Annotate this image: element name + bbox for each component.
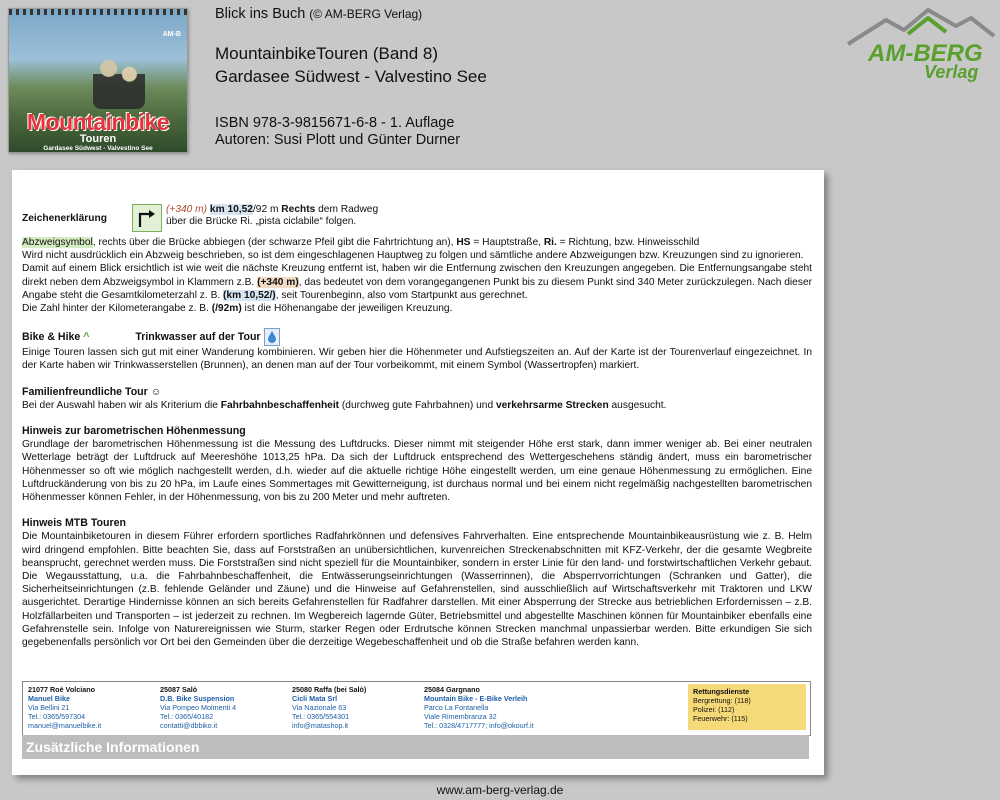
header-copyright: (© AM-BERG Verlag)	[309, 7, 423, 21]
height-example: (/92m)	[211, 303, 242, 315]
bike-hike-title: Bike & Hike	[22, 331, 81, 344]
header-title-main: Blick ins Buch	[215, 6, 306, 22]
shop-city: 21077 Roè Volciano	[28, 685, 95, 694]
text: , rechts über die Brücke abbiegen (der schwarze Pfeil gibt die Fahrtrichtung an),	[92, 237, 457, 248]
text: HS	[456, 237, 471, 248]
shop-tel: Tel.: 0365/554301	[292, 712, 350, 721]
legend-km: km 10,52	[209, 204, 253, 215]
rescue-services-box	[688, 684, 806, 730]
rescue-mountain: Bergrettung: (118)	[693, 696, 751, 705]
legend-rest: dem Radweg	[315, 204, 379, 215]
legend-line2: über die Brücke Ri. „pista ciclabile“ folgen.	[166, 216, 357, 227]
shop-name: D.B. Bike Suspension	[160, 694, 235, 703]
legend-direction: Rechts	[281, 204, 316, 215]
legend-title: Zeichenerklärung	[22, 213, 107, 224]
text: Damit auf einem Blick ersichtlich ist wie weit die nächste Kreuzung entfernt ist, haben wir die Entfernung zwischen den Kreuzungen angegeben. Die Entfernungsangabe steht direkt neben dem Abzweigsymbol in Klammern z.B.	[22, 263, 812, 288]
km-example: (km 10,52/)	[223, 289, 276, 301]
legend-section	[22, 206, 812, 236]
abzweig-paragraph	[22, 236, 812, 315]
text: Ri.	[543, 237, 557, 248]
additional-info-bar: Zusätzliche Informationen	[22, 735, 809, 759]
shop-entry	[28, 685, 101, 730]
legend-example	[166, 204, 378, 228]
mtb-text: Die Mountainbiketouren in diesem Führer erfordern sportliches Radfahrkönnen und defensives Fahrverhalten. Eine entsprechende Mountainbikeausrüstung wie z. B. Helm wird dringend empfohlen. Bitte beachten Sie, dass auf Forststraßen an unübersichtlichen, kurvenreichen Streckenabschnitten mit KFZ-Verkehr, der die gesamte Wegbreite beansprucht, gerechnet werden muss. Die Forststraßen sind nicht speziell für die Mountainbiker, sondern in erster Linie für den land- und forstwirtschaftlichen Verkehr gebaut. Die Wegausstattung, u.a. die Fahrbahnbeschaffenheit, die Entwässerungseinrichtungen (Wasserrinnen), die Absperrvorrichtungen (Schranken und Gatter), die Sicherheitseinrichtungen (z.B. fehlende Geländer und Zäune) und die Hinweise auf Gefahrenstellen, sind ausschließlich auf Wirtschaftsverkehr mit Traktoren und LKW ausgerichtet. Derartige Hindernisse können an sich bereits Gefahrenstellen für Radfahrer darstellen. Mit einer Absperrung der Strecke aus betrieblichen Erfordernissen – z.B. Holzfällarbeiten und Transporten – ist jederzeit zu rechnen. Im Wegbereich lagernde Güter, Betriebsmittel und abgestellte Maschinen können für Mountainbiker ebenfalls eine Gefahrenstelle sein. Infolge von Naturereignissen wie Sturm, starker Regen oder Erdrutsche können Strecken manchmal unpassierbar werden. Bitte erkundigen Sie sich gegebenenfalls persönlich vor Ort bei den Gemeinden über die derzeitige Wegebeschaffenheit und ob die Straße befahren werden kann.	[22, 531, 812, 649]
baro-heading: Hinweis zur barometrischen Höhenmessung	[22, 425, 246, 438]
rescue-fire: Feuerwehr: (115)	[693, 714, 748, 723]
text: Bei der Auswahl haben wir als Kriterium die	[22, 399, 221, 411]
cover-photo-bikers	[93, 51, 145, 109]
shop-city: 25084 Gargnano	[424, 685, 480, 694]
shop-street: Via Bellini 21	[28, 703, 70, 712]
book-title: MountainbikeTouren (Band 8)	[215, 44, 439, 63]
text: ausgesucht.	[608, 399, 667, 411]
contacts-box	[22, 681, 811, 736]
shop-entry	[160, 685, 236, 730]
book-isbn: ISBN 978-3-9815671-6-8 - 1. Auflage	[215, 115, 455, 131]
shop-mail[interactable]: manuel@manuelbike.it	[28, 721, 102, 730]
cover-publisher-logo: AM-B	[162, 31, 181, 38]
text: , seit Tourenbeginn, also vom Startpunkt aus gerechnet.	[275, 289, 528, 301]
shop-entry	[424, 685, 534, 730]
bike-hike-text: Einige Touren lassen sich gut mit einer Wanderung kombinieren. Wir geben hier die Höhenmeter und Aufstiegszeiten an. Auf der Karte ist der Tourenverlauf eingezeichnet. In der Karte haben wir Trinkwasserstellen (Brunnen), an denen man auf der Tour vorbeikommt, mit einem Symbol (Wassertropfen) markiert.	[22, 347, 812, 372]
publisher-url[interactable]: www.am-berg-verlag.de	[436, 783, 564, 797]
bike-hike-heading	[22, 328, 812, 346]
book-subtitle: Gardasee Südwest - Valvestino See	[215, 67, 487, 86]
family-heading: Familienfreundliche Tour ☺	[22, 385, 162, 398]
shop-mail[interactable]: Tel.: 0328/4717777; info@okourf.it	[424, 721, 534, 730]
book-page	[12, 170, 824, 775]
shop-street: Via Nazionale 63	[292, 703, 347, 712]
distance-example: (+340 m)	[257, 276, 299, 288]
legend-height: /92	[252, 204, 268, 215]
cover-title: Mountainbike	[26, 109, 170, 135]
abzweigsymbol-term: Abzweigsymbol	[22, 237, 93, 248]
mtb-heading: Hinweis MTB Touren	[22, 517, 126, 530]
text: (durchweg gute Fahrbahnen) und	[339, 399, 496, 411]
am-berg-logo[interactable]	[846, 6, 996, 86]
header-line1	[215, 6, 422, 22]
shop-mail[interactable]: contatti@dbbiko.it	[160, 721, 218, 730]
text: Fahrbahnbeschaffenheit	[220, 399, 340, 411]
logo-text-amberg: AM-BERG	[868, 40, 983, 67]
cover-region: Gardasee Südwest - Valvestino See	[43, 145, 153, 152]
baro-text: Grundlage der barometrischen Höhenmessung ist die Messung des Luftdrucks. Dieser nimmt mit steigender Höhe erst stark, dann immer weniger ab. Bei einer neutralen Wetterlage beträgt der Luftdruck auf Meereshöhe 1013,25 hPa. Da sich der Luftdruck entsprechend des Wettergeschehens ständig ändert, muss ein barometrischer Höhenmesser so oft wie möglich nachgestellt werden, d.h. wieder auf die aktuelle richtige Höhe eingestellt werden, um eine genaue Höhenmessung zu ermöglichen. Eine Luftdruckänderung von bis zu 20 hPa, im Laufe eines Sommertages mit Gewitterneigung, ist durchaus normal und bei einem nicht regelmäßig nachgestellten barometrischen Höhenmesser können Fehler, in der Höhenmessung, von bis zu 200 Meter und mehr auftreten.	[22, 439, 812, 504]
book-authors: Autoren: Susi Plott und Günter Durner	[215, 132, 461, 148]
text: = Hauptstraße,	[470, 237, 544, 248]
text: Wird nicht ausdrücklich ein Abzweig beschrieben, so ist dem eingeschlagenen Hauptweg zu folgen und sämtliche andere Abzweigungen bzw. Kreuzungen sind zu ignorieren.	[22, 250, 804, 262]
text-body	[22, 236, 812, 649]
family-text	[22, 399, 812, 412]
cover-subtitle: Touren	[79, 133, 117, 145]
legend-unit: m	[267, 204, 282, 215]
shop-street: Parco La Fontanella	[424, 703, 489, 712]
cover-spiral-binding	[9, 9, 187, 15]
water-title: Trinkwasser auf der Tour	[135, 331, 261, 344]
shop-tel: Viale Rimembranza 32	[424, 712, 497, 721]
legend-distance: (+340 m)	[166, 204, 208, 215]
book-cover[interactable]	[8, 8, 188, 153]
rescue-title: Rettungsdienste	[693, 687, 750, 696]
text: = Richtung, bzw. Hinweisschild	[556, 237, 700, 248]
shop-tel: Tel.: 0365/40182	[160, 712, 214, 721]
shop-name: Mountain Bike - E-Bike Verleih	[424, 694, 528, 703]
water-drop-icon	[264, 328, 280, 346]
logo-text-verlag: Verlag	[924, 62, 979, 82]
shop-name: Manuel Bike	[28, 694, 70, 703]
shop-tel: Tel.: 0365/597304	[28, 712, 86, 721]
text: , das bedeutet von dem vorangegangenen Punkt bis zu diesem Punkt sind 340 Meter zurückzulegen. Nach dieser Angabe steht die Gesamtkilometerzahl z. B.	[22, 276, 813, 301]
shop-entry	[292, 685, 366, 730]
shop-mail[interactable]: info@matashop.it	[292, 721, 349, 730]
shop-city: 25087 Salò	[160, 685, 198, 694]
bike-hike-icon: ^	[83, 331, 90, 344]
turn-right-icon	[132, 204, 162, 232]
shop-city: 25080 Raffa (bei Salò)	[292, 685, 367, 694]
text: verkehrsarme Strecken	[495, 399, 609, 411]
rescue-police: Polizei: (112)	[693, 705, 735, 714]
shop-name: Cicli Mata Srl	[292, 694, 338, 703]
text: Die Zahl hinter der Kilometerangabe z. B.	[22, 303, 212, 315]
text: ist die Höhenangabe der jeweiligen Kreuzung.	[241, 303, 453, 315]
shop-street: Via Pompeo Molmenti 4	[160, 703, 237, 712]
